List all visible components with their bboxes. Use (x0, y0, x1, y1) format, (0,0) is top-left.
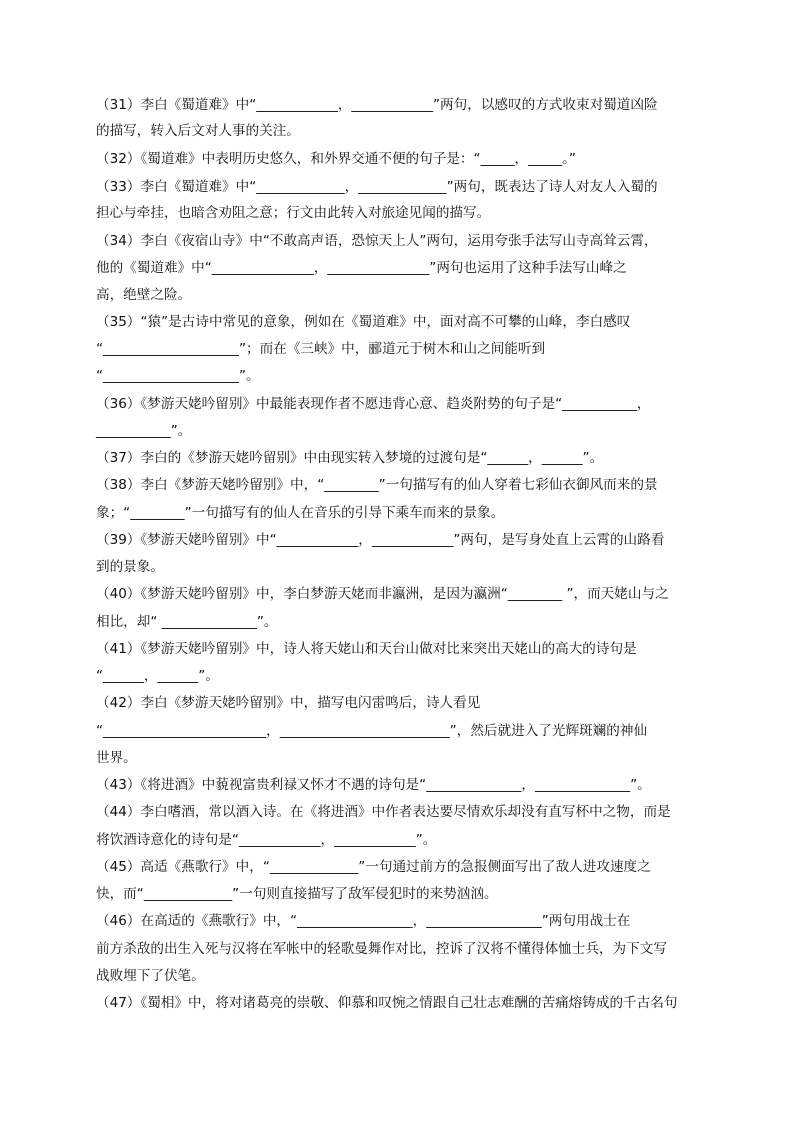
text-line: “______，______”。 (96, 668, 219, 684)
text-line: 战败埋下了伏笔。 (96, 968, 205, 984)
text-line: ___________”。 (96, 423, 192, 439)
text-line: 他的《蜀道难》中“_______________，_______________”两句也运用了这种手法写山峰之 (96, 260, 627, 276)
text-line: 世界。 (96, 750, 137, 766)
text-line: 将饮酒诗意化的诗句是“____________，____________”。 (96, 832, 437, 848)
text-line: 担心与牵挂，也暗含劝阻之意；行文由此转入对旅途见闻的描写。 (96, 205, 491, 221)
text-line: （34）李白《夜宿山寺》中“不敢高声语，恐惊天上人”两句，运用夸张手法写山寺高耸云霄， (96, 233, 658, 249)
text-line: （43）《将进酒》中藐视富贵利禄又怀才不遇的诗句是“______________，______________”。 (96, 777, 651, 793)
text-line: “____________________”；而在《三峡》中，郦道元于树木和山之间能听到 (96, 341, 546, 357)
text-line: （42）李白《梦游天姥吟留别》中，描写电闪雷鸣后，诗人看见 (96, 695, 481, 711)
text-line: （45）高适《燕歌行》中，“_____________”一句通过前方的急报侧面写出了敌人进攻速度之 (96, 859, 651, 875)
text-line: （39）《梦游天姥吟留别》中“____________，____________”两句，是写身处直上云霄的山路看 (96, 532, 665, 548)
text-line: （35）“猿”是古诗中常见的意象，例如在《蜀道难》中，面对高不可攀的山峰，李白感叹 (96, 314, 631, 330)
text-line: （32）《蜀道难》中表明历史悠久，和外界交通不便的句子是：“_____，_____。” (96, 151, 576, 167)
text-line: 快，而“_____________”一句则直接描写了敌军侵犯时的来势汹汹。 (96, 886, 498, 902)
text-line: 高，绝壁之险。 (96, 287, 192, 303)
text-line: （37）李白的《梦游天姥吟留别》中由现实转入梦境的过渡句是“______，______”。 (96, 450, 604, 466)
text-line: （38）李白《梦游天姥吟留别》中，“________”一句描写有的仙人穿着七彩仙衣御风而来的景 (96, 477, 658, 493)
text-line: （44）李白嗜酒，常以酒入诗。在《将进酒》中作者表达要尽情欢乐却没有直写杯中之物，而是 (96, 804, 671, 820)
text-line: “____________________”。 (96, 368, 260, 384)
text-line: （33）李白《蜀道难》中“_____________，_____________”两句，既表达了诗人对友人入蜀的 (96, 179, 658, 195)
text-line: （46）在高适的《燕歌行》中，“_________________，_________________”两句用战士在 (96, 913, 631, 929)
text-line: （47）《蜀相》中，将对诸葛亮的崇敬、仰慕和叹惋之情跟自己壮志难酬的苦痛熔铸成的千古名句 (96, 995, 678, 1011)
text-line: 的描写，转入后文对人事的关注。 (96, 123, 300, 139)
text-line: 前方杀敌的出生入死与汉将在军帐中的轻歌曼舞作对比，控诉了汉将不懂得体恤士兵，为下文写 (96, 941, 667, 957)
text-line: 象；“________”一句描写有的仙人在音乐的引导下乘车而来的景象。 (96, 505, 505, 521)
text-line: （36）《梦游天姥吟留别》中最能表现作者不愿违背心意、趋炎附势的句子是“___________， (96, 396, 651, 412)
text-line: （41）《梦游天姥吟留别》中，诗人将天姥山和天台山做对比来突出天姥山的高大的诗句是 (96, 641, 637, 657)
text-line: （40）《梦游天姥吟留别》中，李白梦游天姥而非瀛洲，是因为瀛洲“________ ”，而天姥山与之 (96, 586, 669, 602)
text-line: 相比，却“ ______________”。 (96, 614, 278, 630)
text-line: 到的景象。 (96, 559, 164, 575)
text-line: “________________________，_________________________”，然后就进入了光辉斑斓的神仙 (96, 723, 648, 739)
text-line: （31）李白《蜀道难》中“____________，____________”两句，以感叹的方式收束对蜀道凶险 (96, 97, 658, 113)
